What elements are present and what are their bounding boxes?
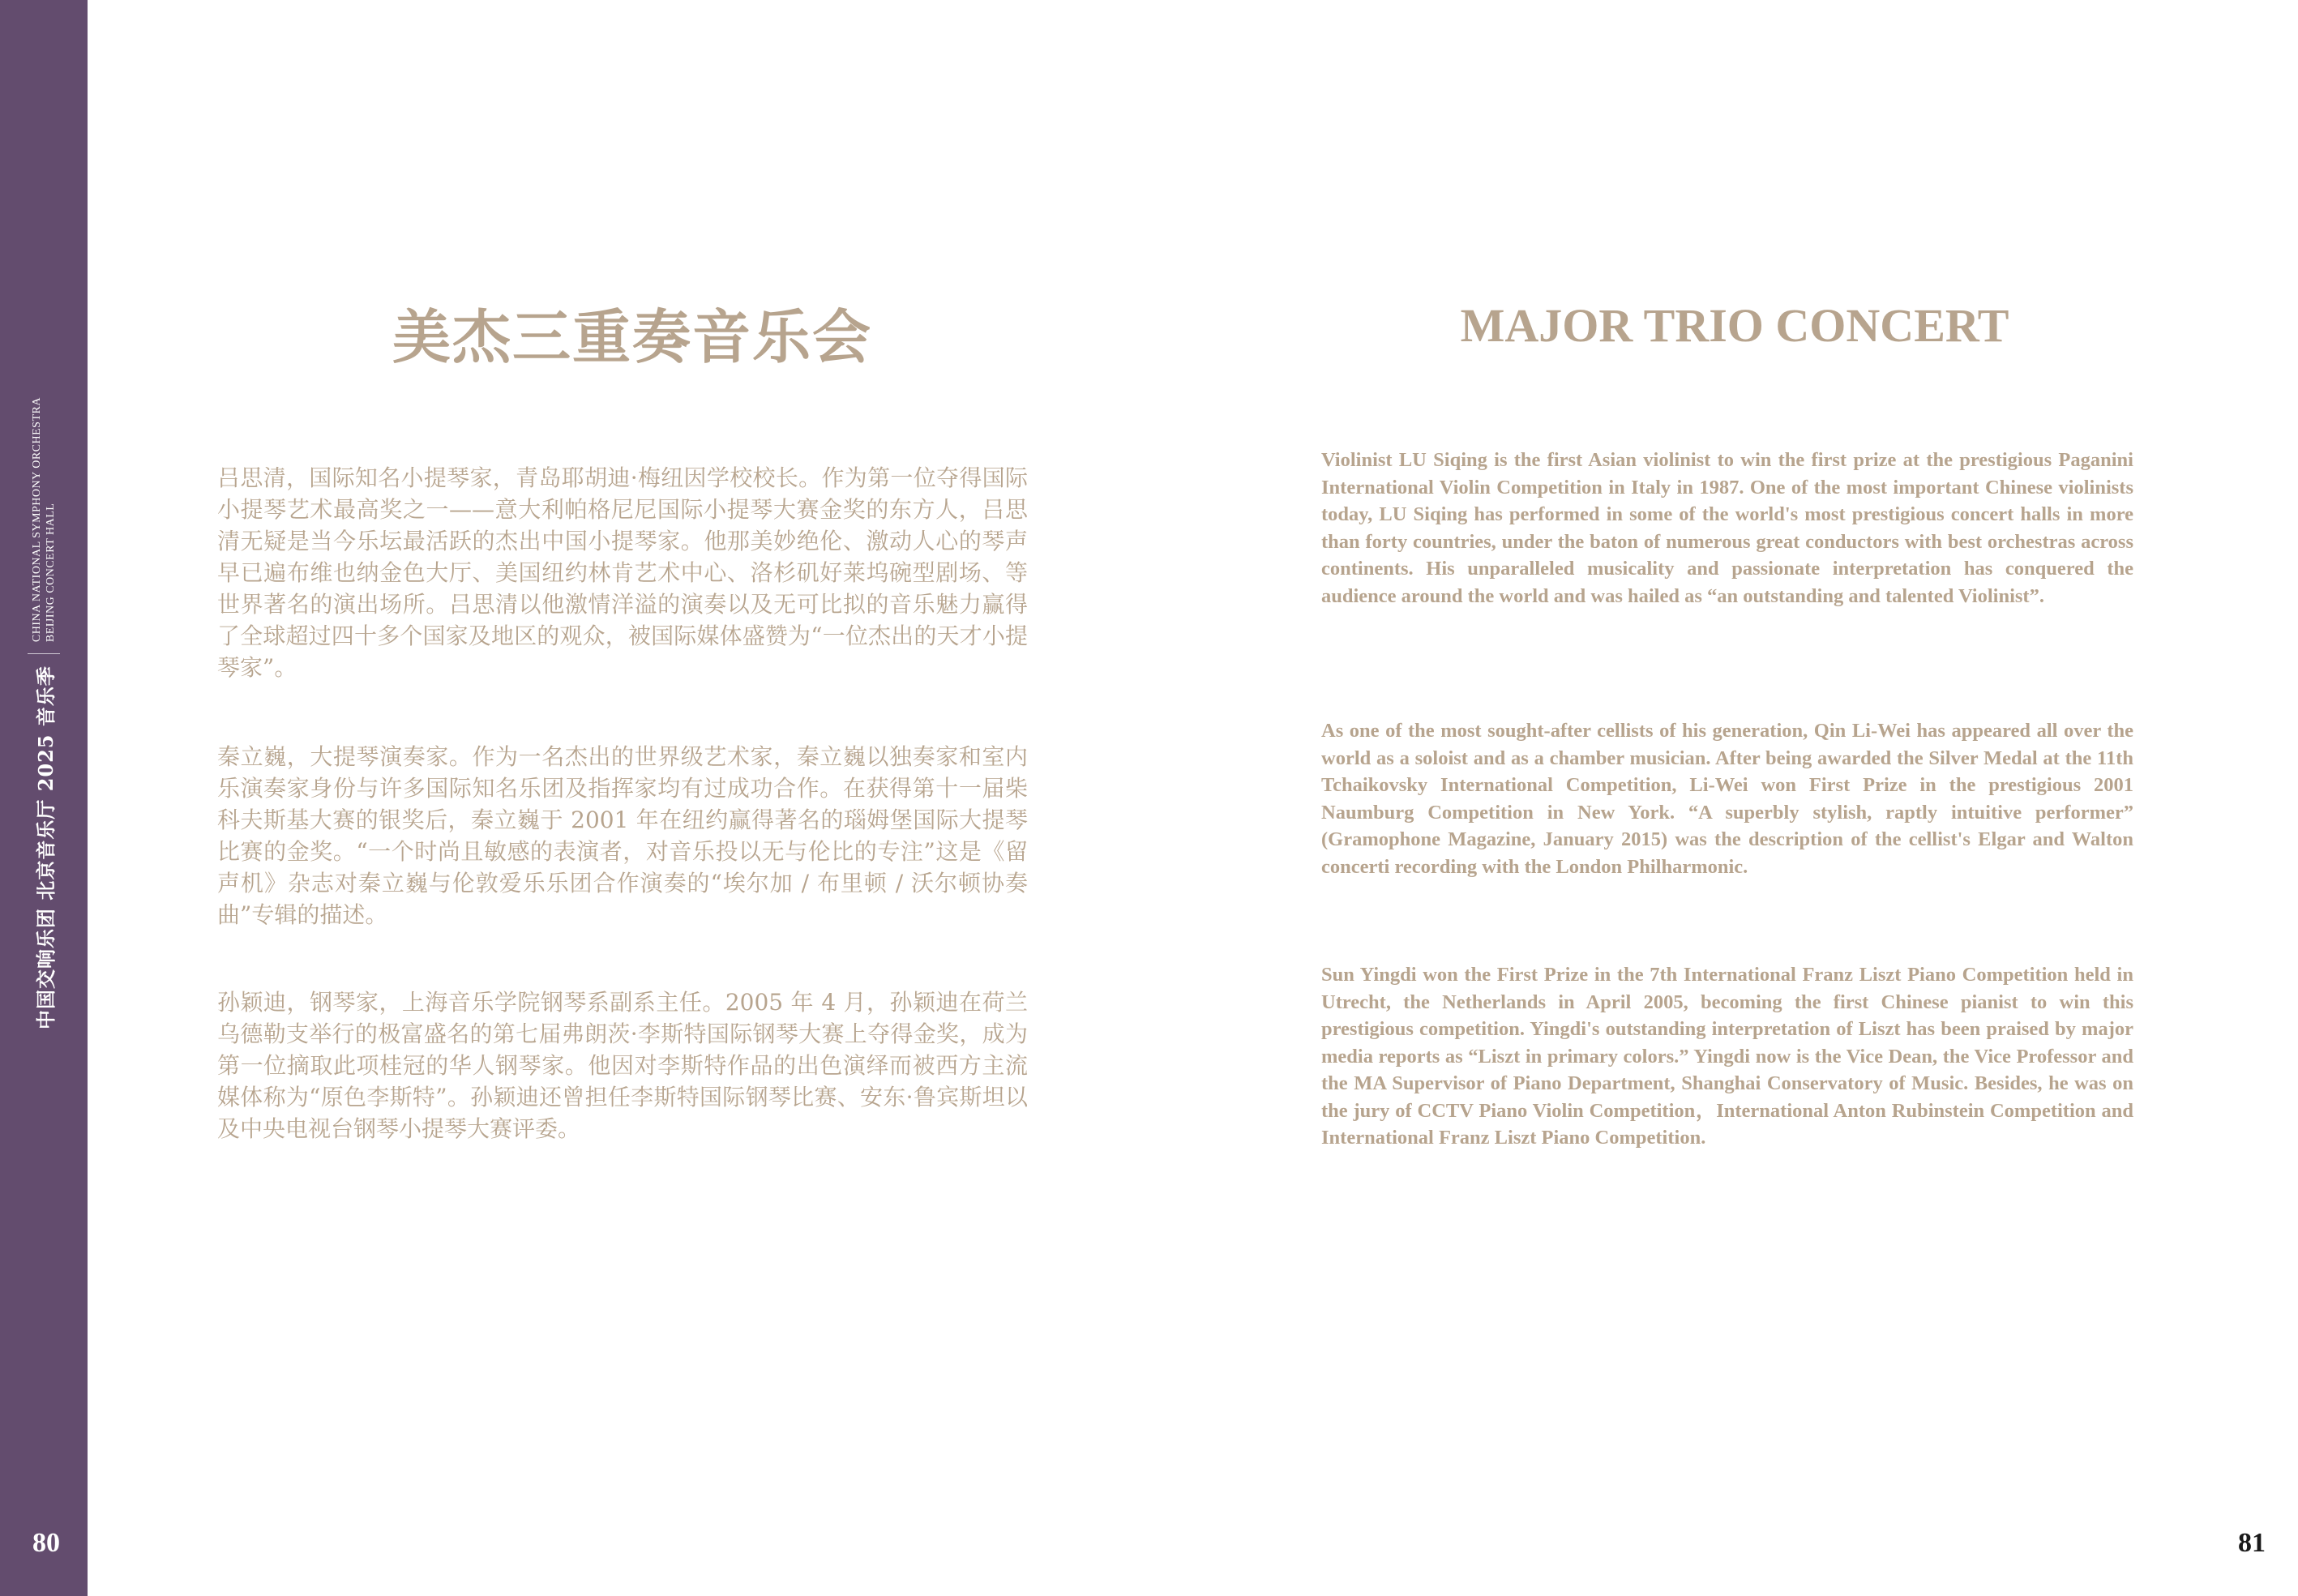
- sidebar-cn-label: 中国交响乐团 北京音乐厅 2025 音乐季: [33, 665, 58, 1029]
- bio-sun-yingdi-en: Sun Yingdi won the First Prize in the 7th International Franz Liszt Piano Competition held in Utrecht, the Netherlands in April 2005, becoming the first Chinese pianist to win this prestigious competition. Yingdi's outstanding interpretation of Liszt has been praised by major media reports as “Liszt in primary colors.” Yingdi now is the Vice Dean, the Vice Professor and the MA Supervisor of Piano Department, Shanghai Conservatory of Music. Besides, he was on the jury of CCTV Piano Violin Competition，International Anton Rubinstein Competition and International Franz Liszt Piano Competition.: [1321, 964, 2133, 1149]
- bio-qin-liwei-cn: 秦立巍，大提琴演奏家。作为一名杰出的世界级艺术家，秦立巍以独奏家和室内乐演奏家身份与许多国际知名乐团及指挥家均有过成功合作。在获得第十一届柴科夫斯基大赛的银奖后，秦立巍于 2001 年在纽约赢得著名的瑙姆堡国际大提琴比赛的金奖。“一个时尚且敏感的表演者，对音乐投以无与伦比的专注”这是《留声机》杂志对秦立巍与伦敦爱乐乐团合作演奏的“埃尔加 / 布里顿 / 沃尔顿协奏曲”专辑的描述。: [217, 743, 1028, 928]
- sidebar-running-header: [0, 300, 88, 1029]
- page-title-english: MAJOR TRIO CONCERT: [1460, 299, 2009, 352]
- bio-qin-liwei-en: As one of the most sought-after cellists of his generation, Qin Li-Wei has appeared all over the world as a soloist and as a chamber musician. After being awarded the Silver Medal at the 11th Tchaikovsky International Competition, Li-Wei won First Prize in the prestigious 2001 Naumburg Competition in New York. “A superbly stylish, raptly intuitive performer” (Gramophone Magazine, January 2015) was the description of the cellist's Elgar and Walton concerti recording with the London Philharmonic.: [1321, 720, 2133, 878]
- sidebar-band: [0, 0, 88, 1596]
- bio-sun-yingdi-cn: 孙颖迪，钢琴家，上海音乐学院钢琴系副系主任。2005 年 4 月，孙颖迪在荷兰乌德勒支举行的极富盛名的第七届弗朗茨·李斯特国际钢琴大赛上夺得金奖，成为第一位摘取此项桂冠的华人钢琴家。他因对李斯特作品的出色演绎而被西方主流媒体称为“原色李斯特”。孙颖迪还曾担任李斯特国际钢琴比赛、安东·鲁宾斯坦以及中央电视台钢琴小提琴大赛评委。: [217, 989, 1028, 1142]
- bio-lu-siqing-en: Violinist LU Siqing is the first Asian violinist to win the first prize at the prestigious Paganini International Violin Competition in Italy in 1987. One of the most important Chinese violinists today, LU Siqing has performed in some of the world's most prestigious concert halls in more than forty countries, under the baton of numerous great conductors with best orchestras across continents. His unparalleled musicality and passionate interpretation has conquered the audience around the world and was hailed as “an outstanding and talented Violinist”.: [1321, 449, 2133, 607]
- sidebar-en-label: [30, 397, 58, 642]
- bio-lu-siqing-cn: 吕思清，国际知名小提琴家，青岛耶胡迪·梅纽因学校校长。作为第一位夺得国际小提琴艺术最高奖之一——意大利帕格尼尼国际小提琴大赛金奖的东方人，吕思清无疑是当今乐坛最活跃的杰出中国小提琴家。他那美妙绝伦、激动人心的琴声早已遍布维也纳金色大厅、美国纽约林肯艺术中心、洛杉矶好莱坞碗型剧场、等世界著名的演出场所。吕思清以他激情洋溢的演奏以及无可比拟的音乐魅力赢得了全球超过四十多个国家及地区的观众，被国际媒体盛赞为“一位杰出的天才小提琴家”。: [217, 464, 1028, 681]
- sidebar-divider: [28, 653, 60, 654]
- page-number-right: 81: [2238, 1528, 2266, 1558]
- page-number-left: 80: [32, 1528, 60, 1558]
- sidebar-en-line2: BEIJING CONCERT HALL: [45, 503, 57, 643]
- sidebar-en-line1: CHINA NATIONAL SYMPHONY ORCHESTRA: [31, 397, 43, 643]
- page-title-chinese: 美杰三重奏音乐会: [392, 302, 872, 371]
